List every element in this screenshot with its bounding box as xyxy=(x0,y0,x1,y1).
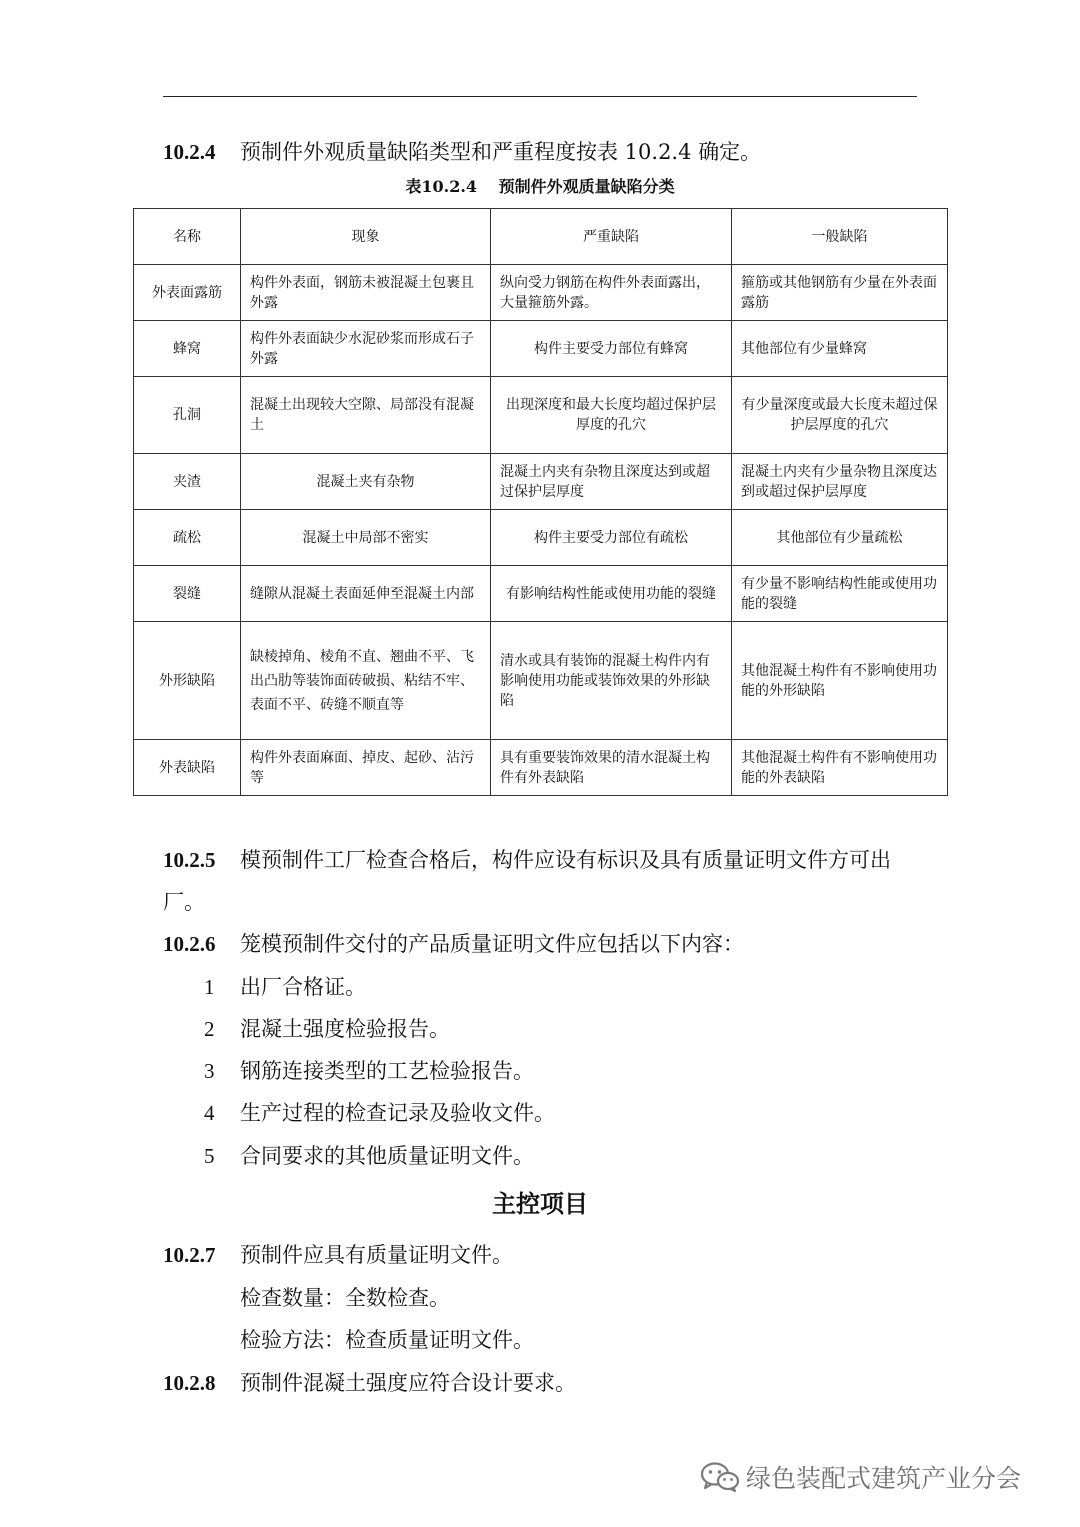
list-item xyxy=(204,973,366,1001)
defect-name: 蜂窝 xyxy=(134,321,241,377)
list-item-number: 2 xyxy=(204,1017,215,1041)
clause-number: 10.2.8 xyxy=(163,1371,216,1395)
defect-general: 箍筋或其他钢筋有少量在外表面露筋 xyxy=(732,265,948,321)
wechat-icon xyxy=(700,1461,740,1493)
defect-classification-table xyxy=(133,208,948,796)
clause-10-2-4 xyxy=(163,138,761,166)
table-title: 表10.2.4 预制件外观质量缺陷分类 xyxy=(405,177,675,196)
defect-phenomenon: 混凝土夹有杂物 xyxy=(241,454,491,510)
defect-general: 有少量深度或最大长度未超过保护层厚度的孔穴 xyxy=(732,377,948,454)
list-item-text: 钢筋连接类型的工艺检验报告。 xyxy=(240,1059,534,1083)
defect-serious: 构件主要受力部位有疏松 xyxy=(491,510,732,566)
header-general: 一般缺陷 xyxy=(732,209,948,265)
clause-text: 笼模预制件交付的产品质量证明文件应包括以下内容： xyxy=(240,932,744,956)
defect-serious: 混凝土内夹有杂物且深度达到或超过保护层厚度 xyxy=(491,454,732,510)
table-row xyxy=(134,265,948,321)
section-title: 主控项目 xyxy=(492,1189,588,1218)
defect-general: 其他混凝土构件有不影响使用功能的外表缺陷 xyxy=(732,740,948,796)
defect-serious: 纵向受力钢筋在构件外表面露出，大量箍筋外露。 xyxy=(491,265,732,321)
defect-name: 外表面露筋 xyxy=(134,265,241,321)
defect-phenomenon: 构件外表面缺少水泥砂浆而形成石子外露 xyxy=(241,321,491,377)
defect-phenomenon: 缝隙从混凝土表面延伸至混凝土内部 xyxy=(241,566,491,622)
table-row xyxy=(134,510,948,566)
defect-general: 其他部位有少量蜂窝 xyxy=(732,321,948,377)
header-serious: 严重缺陷 xyxy=(491,209,732,265)
table-row xyxy=(134,321,948,377)
defect-name: 夹渣 xyxy=(134,454,241,510)
defect-serious: 出现深度和最大长度均超过保护层厚度的孔穴 xyxy=(491,377,732,454)
clause-10-2-7 xyxy=(163,1241,513,1269)
check-quantity: 检查数量：全数检查。 xyxy=(240,1286,450,1310)
defect-name: 孔洞 xyxy=(134,377,241,454)
clause-text: 预制件外观质量缺陷类型和严重程度按表 10.2.4 确定。 xyxy=(240,140,762,164)
list-item-number: 4 xyxy=(204,1101,215,1125)
defect-name: 裂缝 xyxy=(134,566,241,622)
table-row xyxy=(134,377,948,454)
list-item-text: 混凝土强度检验报告。 xyxy=(240,1017,450,1041)
defect-phenomenon: 混凝土中局部不密实 xyxy=(241,510,491,566)
header-phenomenon: 现象 xyxy=(241,209,491,265)
table-header-row xyxy=(134,209,948,265)
defect-name: 外表缺陷 xyxy=(134,740,241,796)
clause-text: 预制件应具有质量证明文件。 xyxy=(240,1243,513,1267)
list-item xyxy=(204,1142,534,1170)
defect-phenomenon: 混凝土出现较大空隙、局部没有混凝土 xyxy=(241,377,491,454)
watermark-text: 绿色装配式建筑产业分会 xyxy=(746,1464,1022,1493)
clause-number: 10.2.4 xyxy=(163,140,216,164)
defect-serious: 有影响结构性能或使用功能的裂缝 xyxy=(491,566,732,622)
list-item-number: 3 xyxy=(204,1059,215,1083)
defect-name: 疏松 xyxy=(134,510,241,566)
defect-serious: 清水或具有装饰的混凝土构件内有影响使用功能或装饰效果的外形缺陷 xyxy=(491,622,732,740)
defect-serious: 构件主要受力部位有蜂窝 xyxy=(491,321,732,377)
clause-number: 10.2.5 xyxy=(163,848,216,872)
list-item xyxy=(204,1015,450,1043)
list-item-text: 出厂合格证。 xyxy=(240,975,366,999)
defect-general: 其他混凝土构件有不影响使用功能的外形缺陷 xyxy=(732,622,948,740)
list-item xyxy=(204,1057,534,1085)
defect-serious: 具有重要装饰效果的清水混凝土构件有外表缺陷 xyxy=(491,740,732,796)
clause-10-2-5-continuation: 厂。 xyxy=(163,890,205,914)
list-item-text: 合同要求的其他质量证明文件。 xyxy=(240,1144,534,1168)
defect-phenomenon: 缺棱掉角、棱角不直、翘曲不平、飞出凸肋等装饰面砖破损、粘结不牢、表面不平、砖缝不顺直等 xyxy=(241,622,491,740)
list-item xyxy=(204,1099,555,1127)
defect-name: 外形缺陷 xyxy=(134,622,241,740)
list-item-number: 5 xyxy=(204,1144,215,1168)
defect-general: 混凝土内夹有少量杂物且深度达到或超过保护层厚度 xyxy=(732,454,948,510)
list-item-text: 生产过程的检查记录及验收文件。 xyxy=(240,1101,555,1125)
table-row xyxy=(134,740,948,796)
clause-10-2-8 xyxy=(163,1369,576,1397)
list-item-number: 1 xyxy=(204,975,215,999)
header-rule xyxy=(163,96,917,97)
defect-phenomenon: 构件外表面，钢筋未被混凝土包裹且外露 xyxy=(241,265,491,321)
defect-phenomenon: 构件外表面麻面、掉皮、起砂、沾污等 xyxy=(241,740,491,796)
clause-text: 预制件混凝土强度应符合设计要求。 xyxy=(240,1371,576,1395)
table-row xyxy=(134,566,948,622)
defect-general: 有少量不影响结构性能或使用功能的裂缝 xyxy=(732,566,948,622)
clause-10-2-5 xyxy=(163,846,891,874)
check-method: 检验方法：检查质量证明文件。 xyxy=(240,1328,534,1352)
clause-text: 模预制件工厂检查合格后，构件应设有标识及具有质量证明文件方可出 xyxy=(240,848,891,872)
watermark xyxy=(700,1459,1021,1495)
defect-general: 其他部位有少量疏松 xyxy=(732,510,948,566)
table-row xyxy=(134,454,948,510)
clause-number: 10.2.6 xyxy=(163,932,216,956)
clause-10-2-6 xyxy=(163,930,744,958)
table-row xyxy=(134,622,948,740)
header-name: 名称 xyxy=(134,209,241,265)
clause-number: 10.2.7 xyxy=(163,1243,216,1267)
